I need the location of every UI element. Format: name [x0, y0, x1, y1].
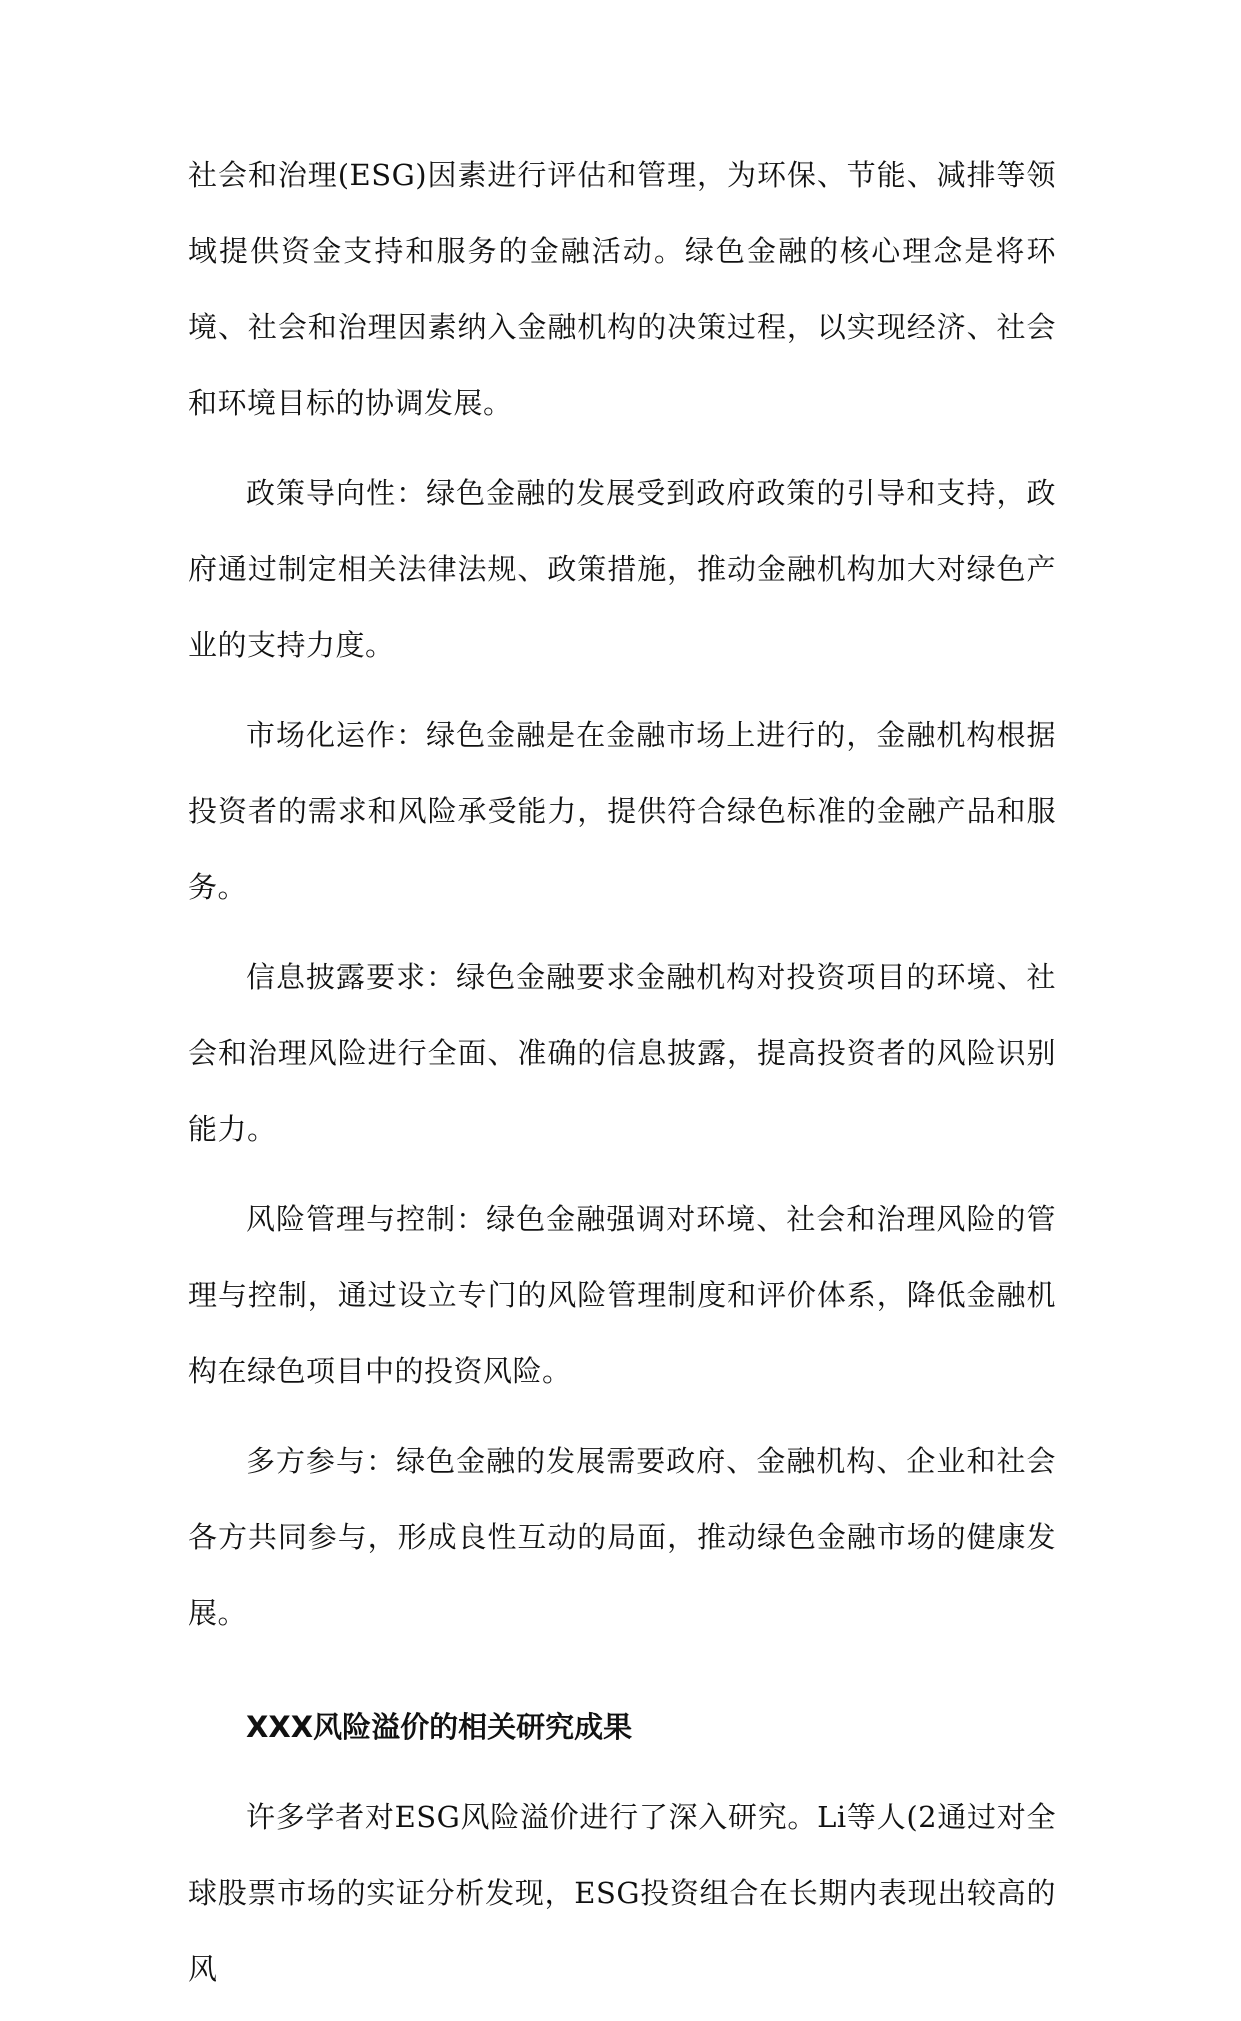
paragraph-risk-management: 风险管理与控制：绿色金融强调对环境、社会和治理风险的管理与控制，通过设立专门的风险管理制度和评价体系，降低金融机构在绿色项目中的投资风险。 [188, 1202, 1056, 1388]
section-heading: XXX风险溢价的相关研究成果 [246, 1710, 633, 1744]
paragraph-multi-party-participation: 多方参与：绿色金融的发展需要政府、金融机构、企业和社会各方共同参与，形成良性互动的局面，推动绿色金融市场的健康发展。 [188, 1444, 1056, 1630]
paragraph-market-operation: 市场化运作：绿色金融是在金融市场上进行的，金融机构根据投资者的需求和风险承受能力，提供符合绿色标准的金融产品和服务。 [188, 718, 1056, 904]
paragraph-policy-orientation: 政策导向性：绿色金融的发展受到政府政策的引导和支持，政府通过制定相关法律法规、政策措施，推动金融机构加大对绿色产业的支持力度。 [188, 476, 1056, 662]
paragraph-green-finance-definition: 社会和治理(ESG)因素进行评估和管理，为环保、节能、减排等领域提供资金支持和服务的金融活动。绿色金融的核心理念是将环境、社会和治理因素纳入金融机构的决策过程，以实现经济、社会和环境目标的协调发展。 [188, 158, 1056, 420]
paragraph-disclosure-requirements: 信息披露要求：绿色金融要求金融机构对投资项目的环境、社会和治理风险进行全面、准确的信息披露，提高投资者的风险识别能力。 [188, 960, 1056, 1146]
document-body [188, 137, 1056, 2021]
paragraph-esg-research: 许多学者对ESG风险溢价进行了深入研究。Li等人(2通过对全球股票市场的实证分析发现，ESG投资组合在长期内表现出较高的风 [188, 1800, 1056, 1986]
